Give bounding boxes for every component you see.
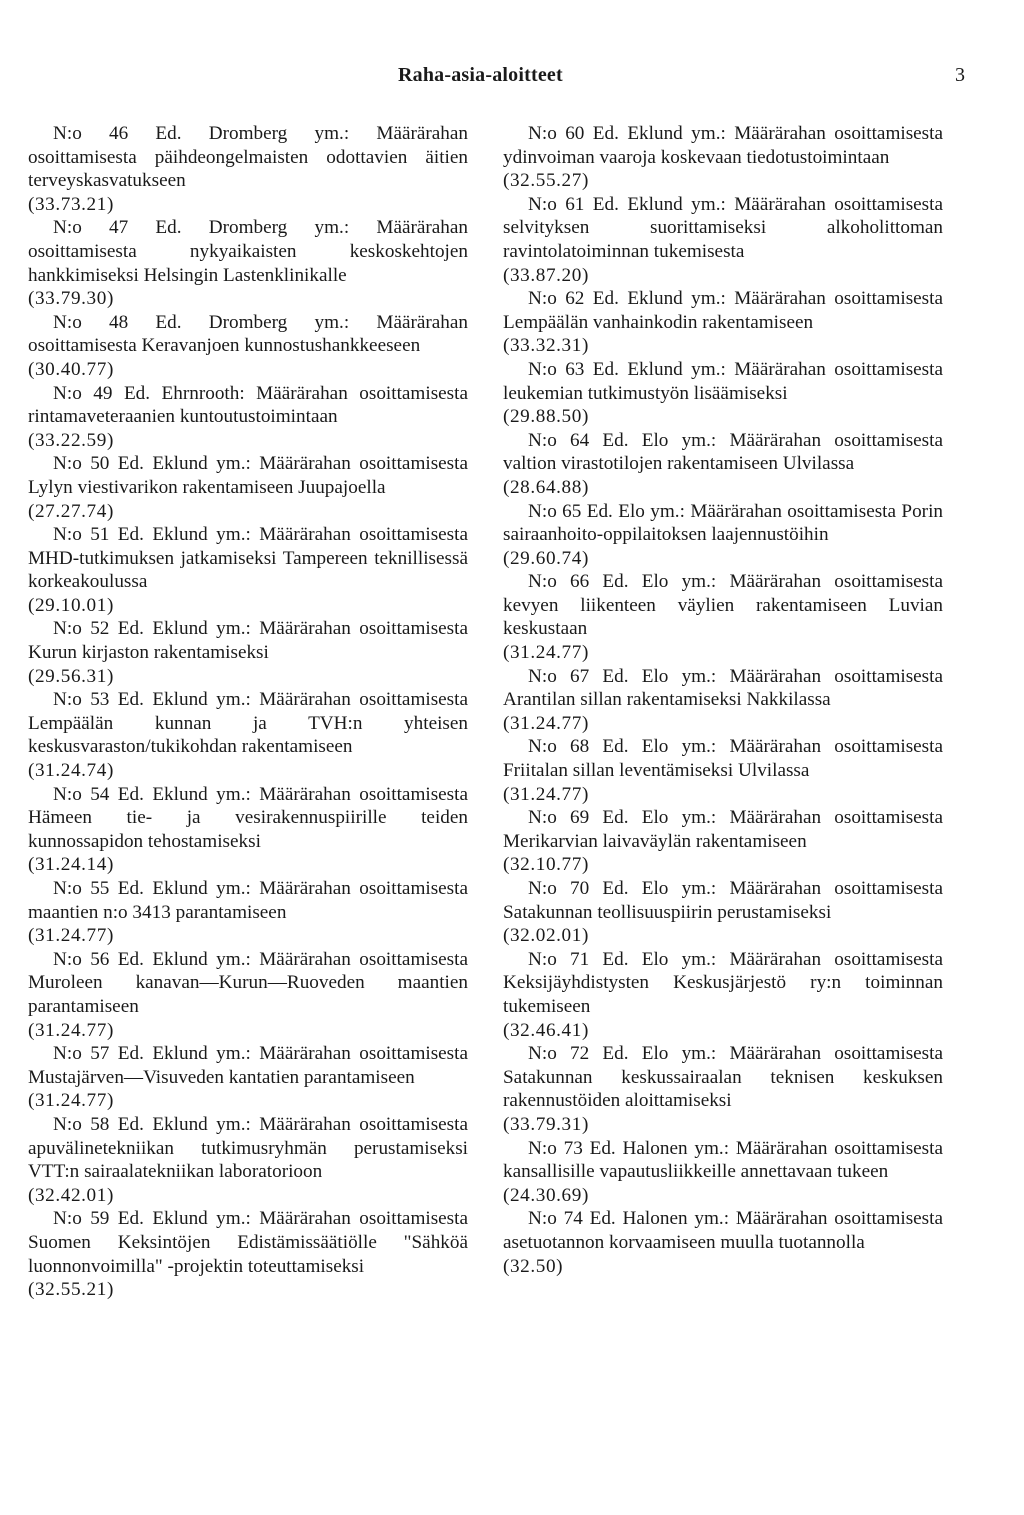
entry-text: N:o 66 Ed. Elo ym.: Määrärahan osoittamisesta kevyen liikenteen väylien rakentamiseen Luvian keskustaan xyxy=(503,571,943,640)
list-item xyxy=(28,948,468,1042)
list-item xyxy=(28,1207,468,1301)
list-item xyxy=(503,500,943,571)
entry-ref: (28.64.88) xyxy=(503,476,589,498)
entry-text: N:o 59 Ed. Eklund ym.: Määrärahan osoittamisesta Suomen Keksintöjen Edistämissäätiölle "Sähköä luonnonvoimilla" -projektin toteuttamiseksi xyxy=(28,1208,468,1277)
entry-text: N:o 73 Ed. Halonen ym.: Määrärahan osoittamisesta kansallisille vapautusliikkeille annettavaan tukeen xyxy=(503,1137,943,1183)
entry-text: N:o 65 Ed. Elo ym.: Määrärahan osoittamisesta Porin sairaanhoito-oppilaitoksen laajennustöihin xyxy=(503,500,943,546)
entry-ref: (32.55.27) xyxy=(503,170,589,192)
entry-text: N:o 53 Ed. Eklund ym.: Määrärahan osoittamisesta Lempäälän kunnan ja TVH:n yhteisen keskusvaraston/tukikohdan rakentamiseen xyxy=(28,689,468,758)
list-item xyxy=(503,806,943,877)
entry-text: N:o 64 Ed. Elo ym.: Määrärahan osoittamisesta valtion virastotilojen rakentamiseen Ulvilassa xyxy=(503,429,943,475)
entry-ref: (29.10.01) xyxy=(28,594,114,616)
entry-ref: (32.02.01) xyxy=(503,925,589,947)
list-item xyxy=(503,570,943,664)
list-item xyxy=(503,358,943,429)
entry-text: N:o 50 Ed. Eklund ym.: Määrärahan osoittamisesta Lylyn viestivarikon rakentamiseen Juupajoella xyxy=(28,453,468,498)
list-item xyxy=(28,877,468,948)
entry-text: N:o 55 Ed. Eklund ym.: Määrärahan osoittamisesta maantien n:o 3413 parantamiseen xyxy=(28,878,468,923)
list-item xyxy=(503,287,943,358)
entry-text: N:o 70 Ed. Elo ym.: Määrärahan osoittamisesta Satakunnan teollisuuspiirin perustamiseksi xyxy=(503,878,943,923)
entry-ref: (31.24.74) xyxy=(28,760,114,782)
entry-text: N:o 58 Ed. Eklund ym.: Määrärahan osoittamisesta apuvälinetekniikan tutkimusryhmän perustamiseksi VTT:n sairaalatekniikan laboratorioon xyxy=(28,1113,468,1183)
entry-ref: (31.24.77) xyxy=(28,1019,114,1041)
entry-ref: (30.40.77) xyxy=(28,358,114,380)
entry-ref: (24.30.69) xyxy=(503,1184,589,1206)
list-item xyxy=(28,617,468,688)
list-item xyxy=(503,877,943,948)
entry-text: N:o 72 Ed. Elo ym.: Määrärahan osoittamisesta Satakunnan keskussairaalan teknisen keskuksen rakennustöiden aloittamiseksi xyxy=(503,1043,943,1112)
entry-ref: (33.22.59) xyxy=(28,429,114,451)
list-item xyxy=(503,735,943,806)
entry-ref: (33.79.31) xyxy=(503,1113,589,1135)
list-item xyxy=(28,1113,468,1207)
list-item xyxy=(28,216,468,310)
entry-text: N:o 49 Ed. Ehrnrooth: Määrärahan osoittamisesta rintamaveteraanien kuntoutustoimintaan xyxy=(28,382,468,428)
left-column xyxy=(28,122,468,1302)
entry-text: N:o 54 Ed. Eklund ym.: Määrärahan osoittamisesta Hämeen tie- ja vesirakennuspiirille teiden kunnossapidon tehostamiseksi xyxy=(28,783,468,852)
entry-ref: (27.27.74) xyxy=(28,500,114,522)
entry-ref: (33.87.20) xyxy=(503,264,589,286)
entry-text: N:o 67 Ed. Elo ym.: Määrärahan osoittamisesta Arantilan sillan rakentamiseksi Nakkilassa xyxy=(503,665,943,711)
entry-ref: (31.24.14) xyxy=(28,854,114,876)
list-item xyxy=(503,1042,943,1136)
entry-text: N:o 60 Ed. Eklund ym.: Määrärahan osoittamisesta ydinvoiman vaaroja koskevaan tiedotustoimintaan xyxy=(503,123,943,168)
entry-ref: (31.24.77) xyxy=(503,783,589,805)
entry-ref: (29.56.31) xyxy=(28,665,114,687)
list-item xyxy=(503,429,943,500)
list-item xyxy=(28,783,468,877)
entry-text: N:o 47 Ed. Dromberg ym.: Määrärahan osoittamisesta nykyaikaisten keskoskehtojen hankkimiseksi Helsingin Lastenklinikalle xyxy=(28,217,468,286)
entry-ref: (31.24.77) xyxy=(503,642,589,664)
list-item xyxy=(503,1207,943,1278)
entry-ref: (29.60.74) xyxy=(503,547,589,569)
entry-text: N:o 61 Ed. Eklund ym.: Määrärahan osoittamisesta selvityksen suorittamiseksi alkoholittoman ravintolatoiminnan tukemisesta xyxy=(503,193,943,262)
page-number: 3 xyxy=(955,64,965,86)
entry-ref: (32.42.01) xyxy=(28,1184,114,1206)
list-item xyxy=(28,688,468,782)
list-item xyxy=(503,948,943,1042)
entry-text: N:o 69 Ed. Elo ym.: Määrärahan osoittamisesta Merikarvian laivaväylän rakentamiseen xyxy=(503,807,943,852)
list-item xyxy=(503,122,943,193)
entry-text: N:o 46 Ed. Dromberg ym.: Määrärahan osoittamisesta päihdeongelmaisten odottavien äitien terveyskasvatukseen xyxy=(28,123,468,192)
list-item xyxy=(28,382,468,453)
list-item xyxy=(503,193,943,287)
entry-text: N:o 52 Ed. Eklund ym.: Määrärahan osoittamisesta Kurun kirjaston rakentamiseksi xyxy=(28,618,468,664)
list-item xyxy=(28,523,468,617)
list-item xyxy=(503,665,943,736)
entry-text: N:o 48 Ed. Dromberg ym.: Määrärahan osoittamisesta Keravanjoen kunnostushankkeeseen xyxy=(28,311,468,357)
entry-ref: (32.55.21) xyxy=(28,1279,114,1301)
list-item xyxy=(28,452,468,523)
list-item xyxy=(503,1137,943,1208)
list-item xyxy=(28,122,468,216)
entry-ref: (32.50) xyxy=(503,1255,564,1277)
entry-text: N:o 62 Ed. Eklund ym.: Määrärahan osoittamisesta Lempäälän vanhainkodin rakentamiseen xyxy=(503,288,943,333)
entry-ref: (32.46.41) xyxy=(503,1019,589,1041)
entry-ref: (29.88.50) xyxy=(503,406,589,428)
entry-ref: (33.79.30) xyxy=(28,288,114,310)
running-title: Raha-asia-aloitteet xyxy=(398,64,563,86)
entry-text: N:o 56 Ed. Eklund ym.: Määrärahan osoittamisesta Muroleen kanavan—Kurun—Ruoveden maantien parantamiseen xyxy=(28,948,468,1017)
entry-ref: (31.24.77) xyxy=(503,712,589,734)
entry-ref: (33.32.31) xyxy=(503,335,589,357)
entry-text: N:o 71 Ed. Elo ym.: Määrärahan osoittamisesta Keksijäyhdistysten Keskusjärjestö ry:n toiminnan tukemiseen xyxy=(503,948,943,1017)
entry-ref: (31.24.77) xyxy=(28,1090,114,1112)
entry-ref: (33.73.21) xyxy=(28,193,114,215)
list-item xyxy=(28,311,468,382)
entry-text: N:o 68 Ed. Elo ym.: Määrärahan osoittamisesta Friitalan sillan leventämiseksi Ulvilassa xyxy=(503,736,943,782)
entry-text: N:o 51 Ed. Eklund ym.: Määrärahan osoittamisesta MHD-tutkimuksen jatkamiseksi Tampereen teknillisessä korkeakoulussa xyxy=(28,524,468,593)
entry-text: N:o 63 Ed. Eklund ym.: Määrärahan osoittamisesta leukemian tutkimustyön lisäämiseksi xyxy=(503,358,943,404)
list-item xyxy=(28,1042,468,1113)
entry-ref: (31.24.77) xyxy=(28,925,114,947)
entry-text: N:o 74 Ed. Halonen ym.: Määrärahan osoittamisesta asetuotannon korvaamiseen muulla tuotannolla xyxy=(503,1208,943,1253)
entry-text: N:o 57 Ed. Eklund ym.: Määrärahan osoittamisesta Mustajärven—Visuveden kantatien parantamiseen xyxy=(28,1043,468,1088)
entry-ref: (32.10.77) xyxy=(503,854,589,876)
right-column xyxy=(503,122,943,1278)
